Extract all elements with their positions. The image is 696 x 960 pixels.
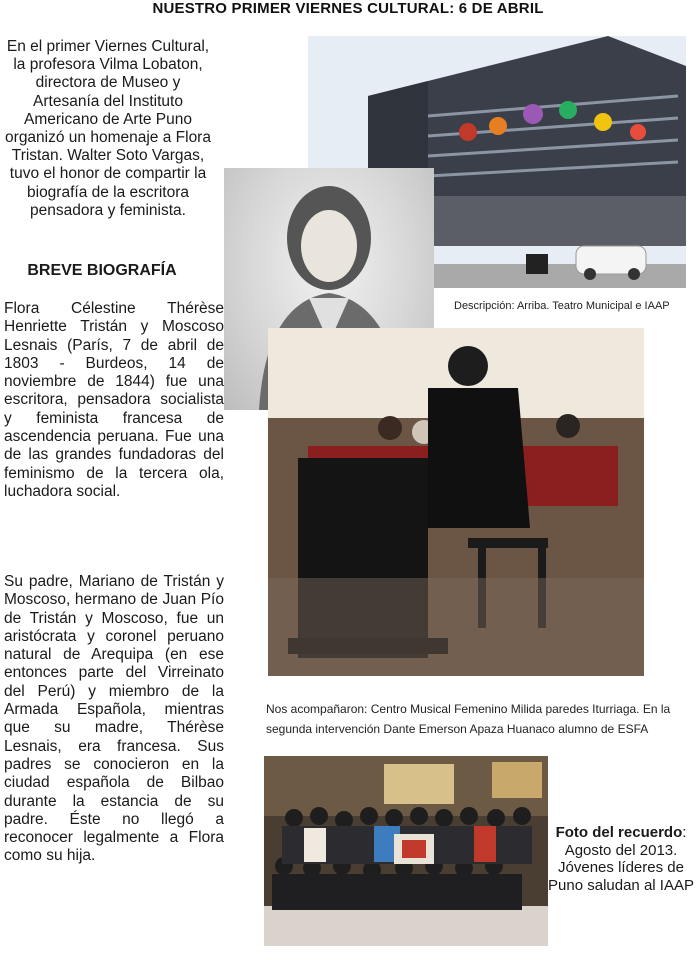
group-photo (264, 756, 548, 946)
memory-label: Foto del recuerdo (555, 824, 683, 841)
intro-paragraph: En el primer Viernes Cultural, la profesora Vilma Lobaton, directora de Museo y Artesanía del Instituto Americano de Arte Puno organizó un homenaje a Flora Tristan. Walter Soto Vargas, tuvo el honor de compartir la biografía de la escritora pensadora y feminista. (5, 38, 211, 219)
memory-text: Agosto del 2013. Jóvenes líderes de Puno saludan al IAAP (548, 841, 694, 894)
page-title: NUESTRO PRIMER VIERNES CULTURAL: 6 DE ABRIL (152, 0, 544, 17)
memory-colon: : (682, 824, 687, 841)
biography-heading: BREVE BIOGRAFÍA (27, 262, 177, 279)
theatre-caption: Descripción: Arriba. Teatro Municipal e IAAP (454, 300, 670, 312)
biography-paragraph-2: Su padre, Mariano de Tristán y Moscoso, hermano de Juan Pío de Tristán y Moscoso, fue un aristócrata y coronel peruano natural de Arequipa (en ese entonces parte del Virreinato del Perú) y miembro de la Armada Española, mientras que su madre, Thérèse Lesnais, era francesa. Sus padres se conocieron en la ciudad española de Bilbao durante la estancia de su padre. Éste no llegó a reconocer legalmente a Flora como su hija. (4, 573, 224, 865)
biography-paragraph-1: Flora Célestine Thérèse Henriette Tristán y Moscoso Lesnais (París, 7 de abril de 1803 - Burdeos, 14 de noviembre de 1844) fue una escritora, pensadora socialista y feminista francesa de ascendencia peruana. Fue una de las grandes fundadoras del feminismo de la tercera ola, luchadora social. (4, 300, 224, 500)
memory-caption (548, 824, 694, 894)
concert-caption: Nos acompañaron: Centro Musical Femenino Milida paredes Iturriaga. En la segunda intervención Dante Emerson Apaza Huanaco alumno de ESFA (266, 702, 671, 736)
concert-photo (268, 328, 644, 676)
